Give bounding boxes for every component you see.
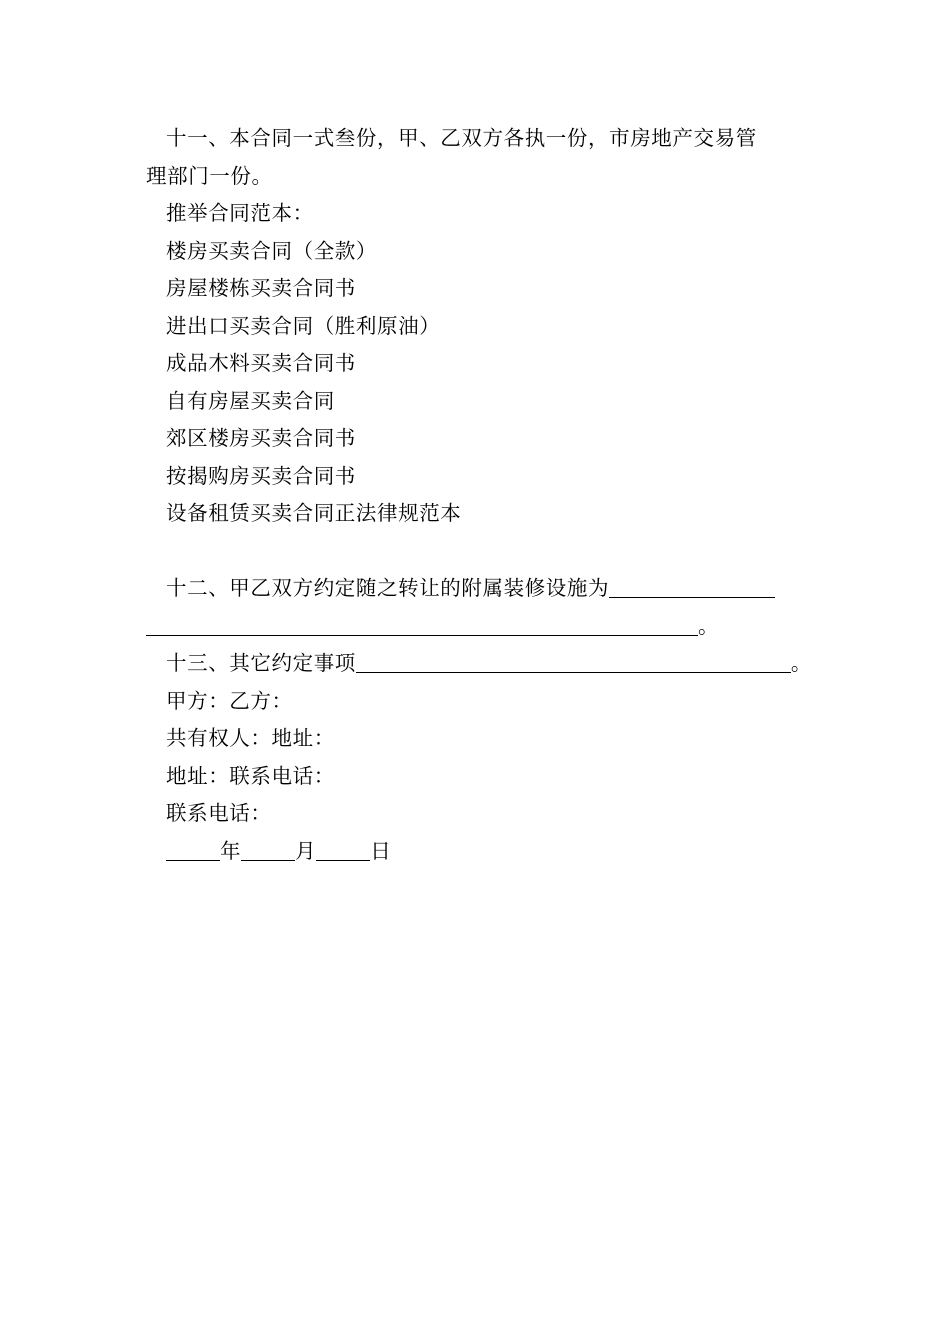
recommend-item: 房屋楼栋买卖合同书 xyxy=(166,276,356,300)
fill-blank xyxy=(146,613,698,636)
address-line: 地址：联系电话： xyxy=(166,763,335,788)
fill-blank xyxy=(609,575,775,598)
clause-11-line-2: 理部门一份。 xyxy=(146,163,273,188)
clause-13-text: 十三、其它约定事项 xyxy=(166,651,356,675)
month-blank xyxy=(241,838,295,861)
month-label: 月 xyxy=(295,838,317,863)
clause-11-line-1: 十一、本合同一式叁份，甲、乙双方各执一份，市房地产交易管 xyxy=(166,126,757,150)
recommend-item: 楼房买卖合同（全款） xyxy=(166,238,377,263)
party-line: 甲方：乙方： xyxy=(166,688,293,713)
date-line xyxy=(146,833,810,871)
clause-12-text: 十二、甲乙双方约定随之转让的附属装修设施为 xyxy=(166,576,610,600)
clause-13-end: 。 xyxy=(790,651,813,675)
clause-12-line-2 xyxy=(146,608,810,646)
recommend-item: 设备租赁买卖合同正法律规范本 xyxy=(166,501,462,525)
recommend-item: 郊区楼房买卖合同书 xyxy=(166,426,356,450)
recommend-heading: 推举合同范本： xyxy=(166,201,314,225)
co-owner-line: 共有权人：地址： xyxy=(166,726,335,750)
recommend-item: 自有房屋买卖合同 xyxy=(166,388,335,413)
clause-12-end: 。 xyxy=(698,613,720,638)
clause-12-line-1 xyxy=(146,570,810,608)
document-body xyxy=(146,120,813,870)
year-label: 年 xyxy=(220,838,242,863)
clause-13-line xyxy=(146,645,813,683)
day-blank xyxy=(316,838,370,861)
recommend-item: 成品木料买卖合同书 xyxy=(166,351,356,375)
paragraph-gap xyxy=(146,533,810,571)
recommend-item: 进出口买卖合同（胜利原油） xyxy=(166,313,441,338)
year-blank xyxy=(166,838,220,861)
recommend-item: 按揭购房买卖合同书 xyxy=(166,463,356,488)
phone-line: 联系电话： xyxy=(166,801,272,825)
day-label: 日 xyxy=(370,838,392,863)
fill-blank xyxy=(356,650,791,673)
